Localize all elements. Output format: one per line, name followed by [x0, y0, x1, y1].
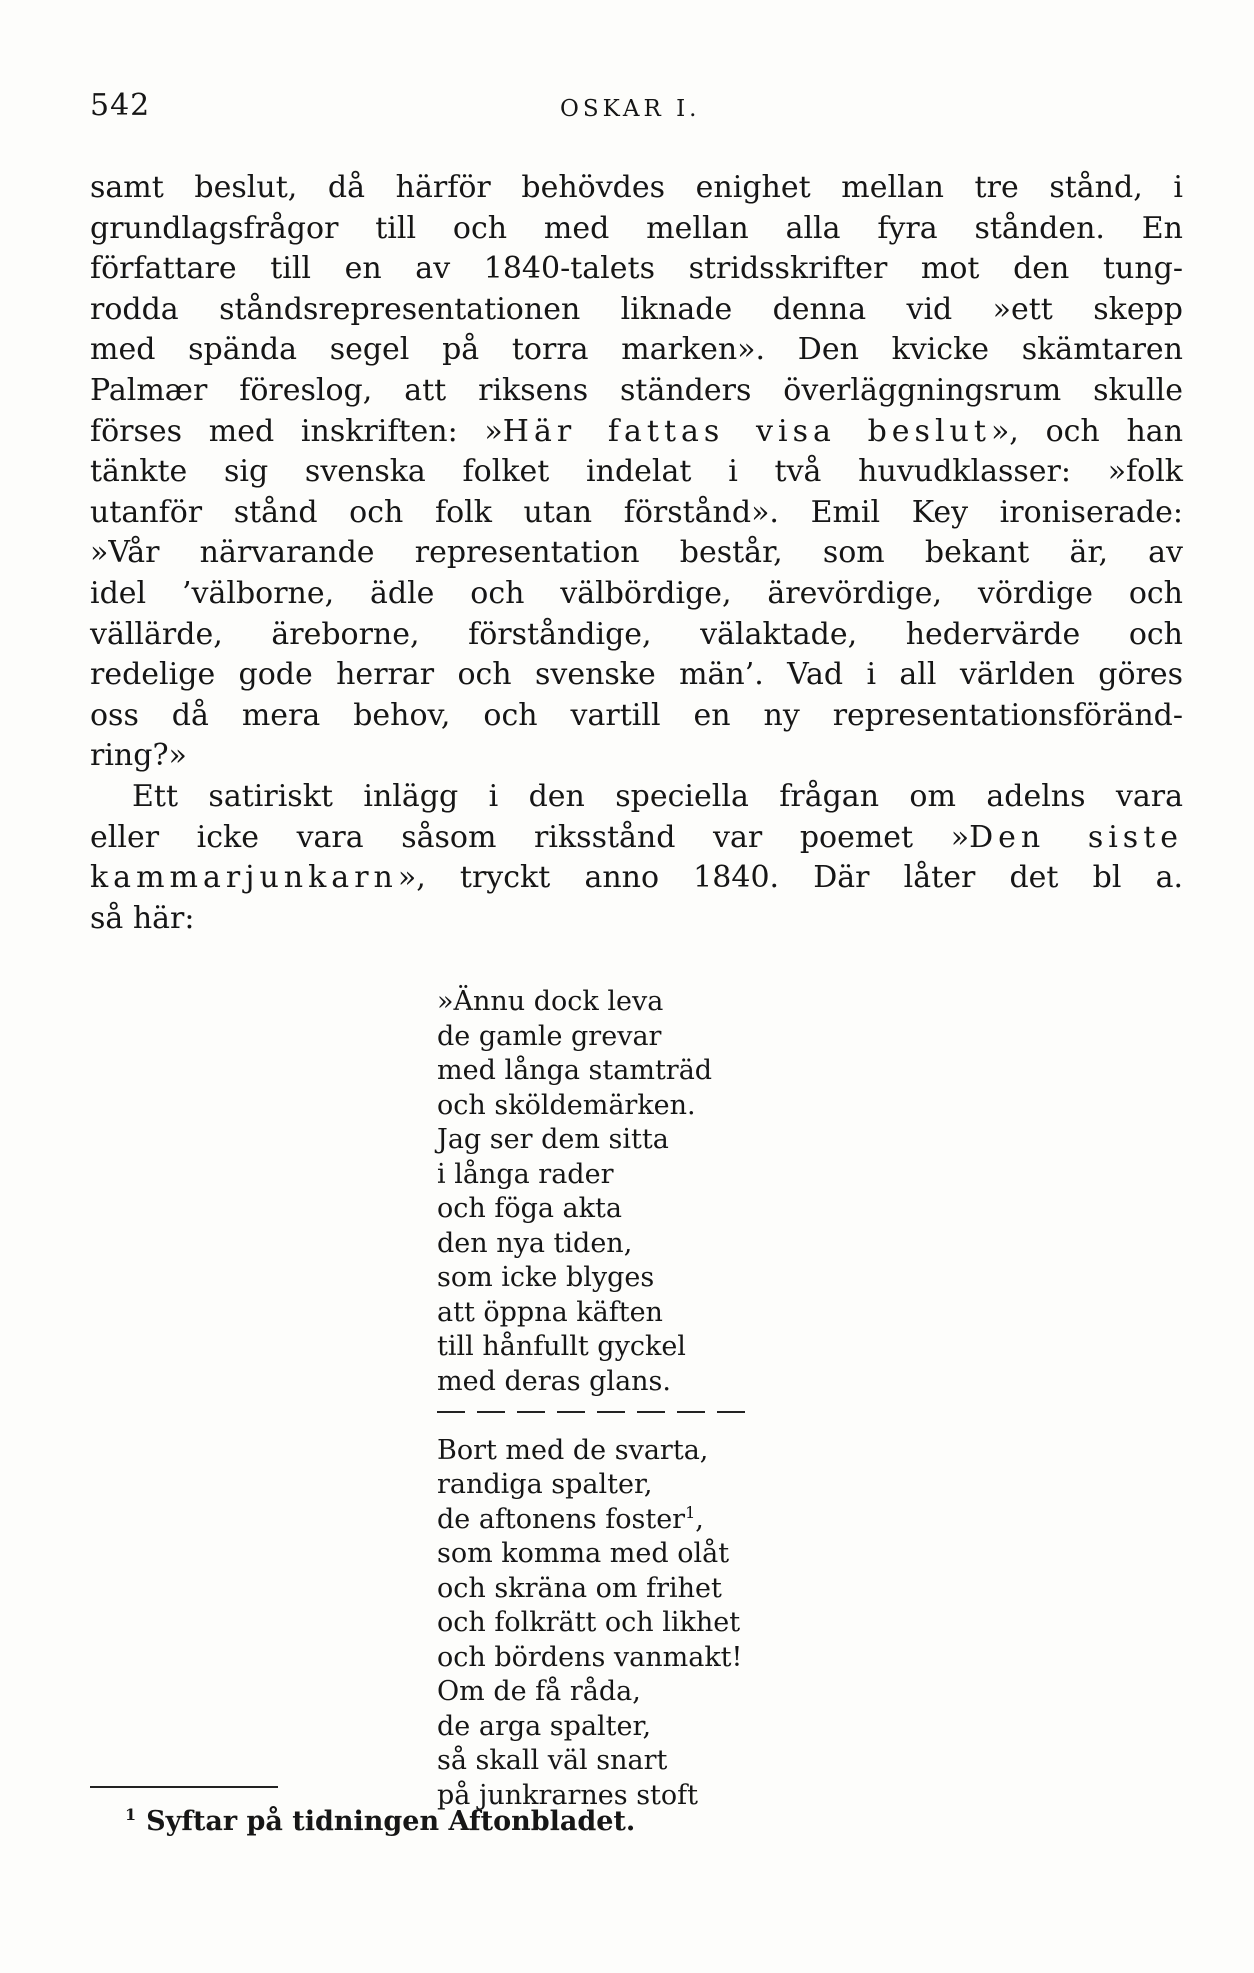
body-text	[90, 168, 1183, 939]
text-line: samt beslut, då härför behövdes enighet mellan tre stånd, i	[90, 170, 1183, 205]
poem-line: Jag ser dem sitta	[437, 1124, 669, 1155]
poem-line: på junkrarnes stoft	[437, 1779, 698, 1811]
poem-line: och folkrätt och likhet	[437, 1607, 741, 1638]
poem-line: den nya tiden,	[437, 1227, 633, 1259]
footnote	[125, 1806, 635, 1837]
poem-line: att öppna käften	[437, 1296, 663, 1328]
text-line: grundlagsfrågor till och med mellan alla fyra stånden. En	[90, 210, 1183, 246]
text-line: ring?»	[90, 738, 187, 774]
text-line: Ett satiriskt inlägg i den speciella frågan om adelns vara	[132, 778, 1183, 814]
poem-line: de aftonens foster$^1$,	[437, 1502, 704, 1535]
poem-line: »Ännu dock leva	[437, 986, 664, 1017]
running-title: OSKAR I.	[560, 96, 701, 122]
footnote-text: Syftar på tidningen Aftonbladet.	[146, 1806, 636, 1837]
spaced-title: Den siste	[969, 819, 1184, 855]
text-line: rodda ståndsrepresentationen liknade denna vid »ett skepp	[90, 291, 1183, 327]
spaced-quote: Här fattas visa beslut	[502, 413, 991, 449]
poem-line: till hånfullt gyckel	[437, 1331, 686, 1362]
text-run: de aftonens foster	[437, 1503, 686, 1535]
text-line: så här:	[90, 900, 195, 936]
text-line: »Vår närvarande representation består, som bekant är, av	[90, 535, 1183, 571]
footnote-number: 1	[125, 1805, 137, 1824]
poem-line: och sköldemärken.	[437, 1089, 696, 1121]
poem-line: som komma med olåt	[437, 1538, 730, 1569]
text-line: oss då mera behov, och vartill en ny representationsföränd-	[90, 697, 1183, 733]
text-run: förses med inskriften: »	[90, 413, 503, 449]
running-head	[90, 88, 1190, 128]
poem-line: de arga spalter,	[437, 1710, 652, 1742]
text-line	[90, 818, 1183, 859]
poem-line: de gamle grevar	[437, 1020, 662, 1052]
text-run: », tryckt anno 1840. Där låter det bl a.	[397, 860, 1183, 896]
poem	[437, 985, 857, 1813]
poem-line: och föga akta	[437, 1193, 622, 1224]
text-run: eller icke vara såsom riksstånd var poemet »	[90, 819, 970, 855]
text-line: idel ’välborne, ädle och välbördige, ärevördige, vördige och	[90, 575, 1183, 611]
poem-line: så skall väl snart	[437, 1745, 668, 1776]
text-line: utanför stånd och folk utan förstånd». Emil Key ironiserade:	[90, 494, 1183, 530]
poem-line: randiga spalter,	[437, 1469, 653, 1500]
poem-line: Bort med de svarta,	[437, 1434, 709, 1466]
poem-line: och bördens vanmakt!	[437, 1641, 743, 1673]
text-line: Palmær föreslog, att riksens ständers överläggningsrum skulle	[90, 372, 1183, 408]
text-line: med spända segel på torra marken». Den kvicke skämtaren	[90, 332, 1183, 368]
text-line	[90, 858, 1183, 899]
poem-line: med långa stamträd	[437, 1055, 713, 1086]
poem-separator	[437, 1399, 857, 1434]
text-line	[90, 412, 1183, 453]
footnote-marker: 1	[685, 1502, 696, 1522]
poem-line: och skräna om frihet	[437, 1572, 722, 1604]
text-line: vällärde, äreborne, förståndige, välaktade, hedervärde och	[90, 616, 1183, 652]
footnote-rule	[90, 1786, 278, 1788]
spaced-title: kammarjunkarn	[90, 860, 398, 896]
text-line: redelige gode herrar och svenske män’. Vad i all världen göres	[90, 657, 1183, 693]
text-line: författare till en av 1840-talets stridsskrifter mot den tung-	[90, 251, 1183, 287]
text-run: », och han	[990, 413, 1184, 449]
poem-line: som icke blyges	[437, 1262, 655, 1293]
poem-line: Om de få råda,	[437, 1676, 641, 1707]
text-line: tänkte sig svenska folket indelat i två huvudklasser: »folk	[90, 454, 1183, 490]
poem-line: i långa rader	[437, 1158, 614, 1190]
page-number: 542	[90, 88, 151, 123]
poem-line: med deras glans.	[437, 1365, 671, 1397]
